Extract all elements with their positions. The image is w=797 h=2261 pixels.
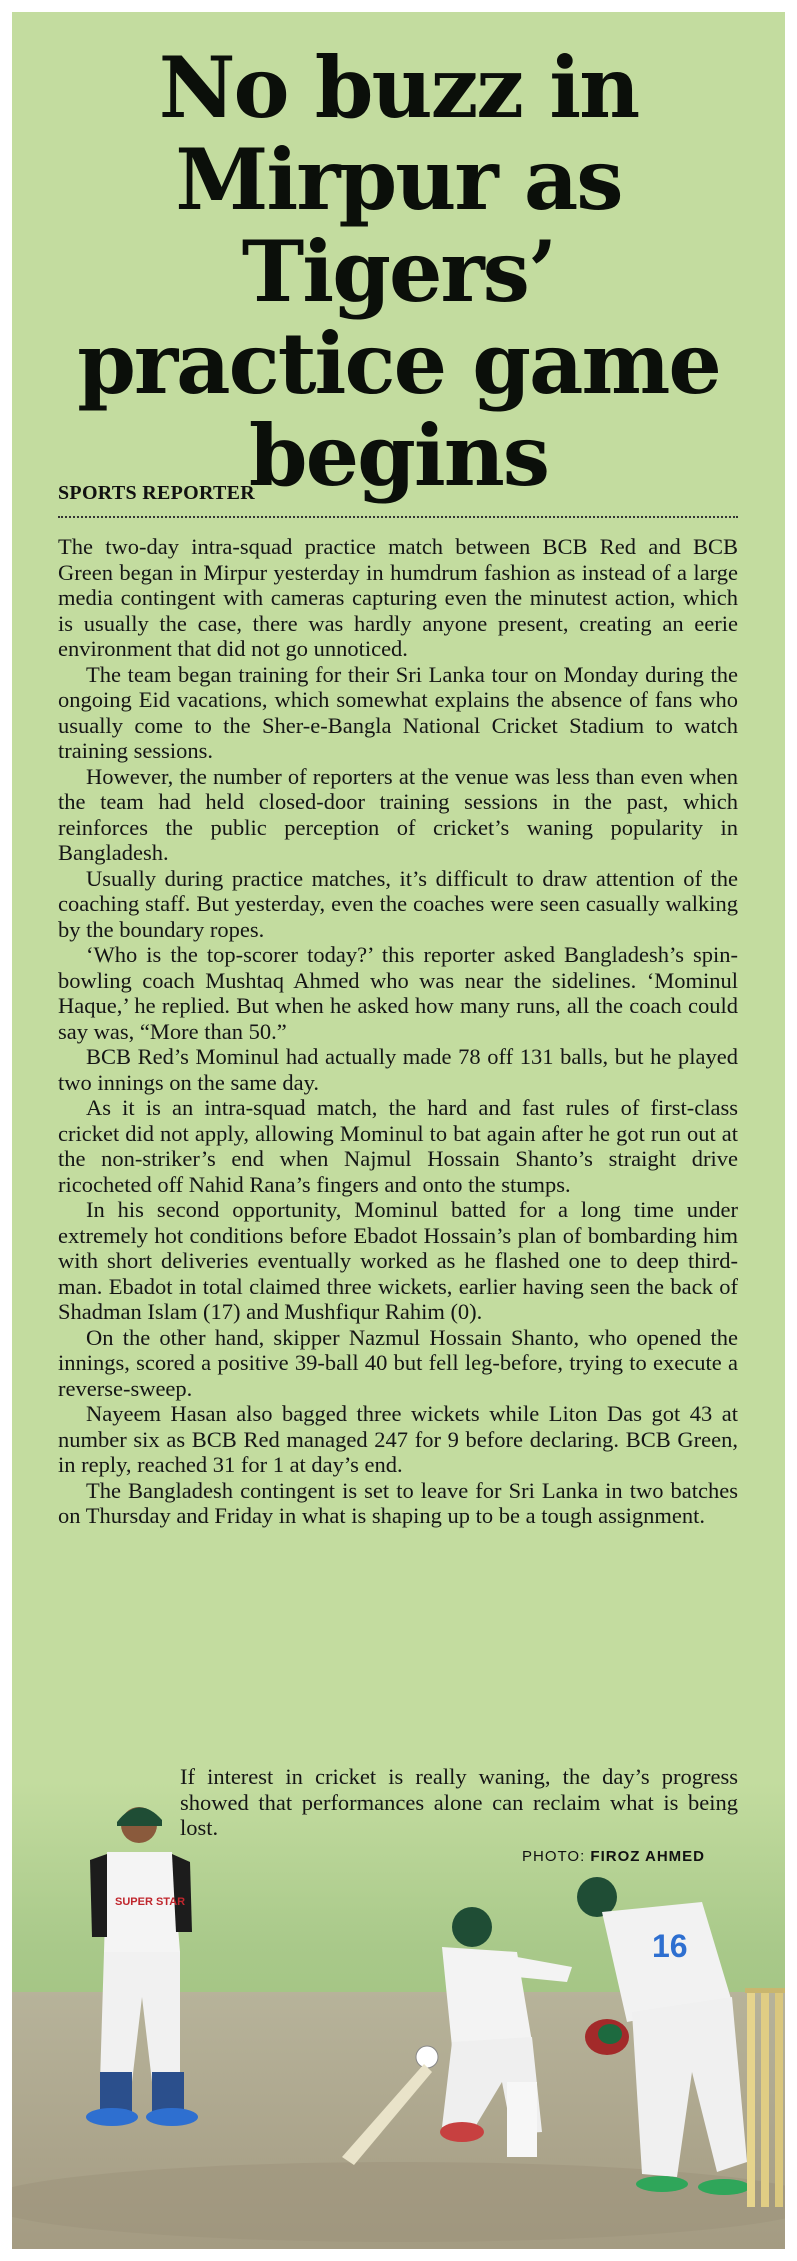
headline: No buzz in Mirpur as Tigers’ practice game begins (77, 38, 720, 505)
closing-paragraph: If interest in cricket is really waning, the day’s progress showed that performances alone can reclaim what is being lost. (180, 1764, 738, 1840)
paragraph: The two-day intra-squad practice match between BCB Red and BCB Green began in Mirpur yesterday in humdrum fashion as instead of a large media contingent with cameras capturing even the minutest action, which is usually the case, there was hardly anyone present, creating an eerie environment that did not go unnoticed. (58, 534, 738, 661)
stumps (745, 1988, 785, 2207)
keeper-shirt-number: 16 (652, 1928, 688, 1964)
newspaper-page (12, 12, 785, 2249)
fielder-shirt-text: SUPER STAR (115, 1896, 186, 1908)
paragraph: ‘Who is the top-scorer today?’ this reporter asked Bangladesh’s spin-bowling coach Mushtaq Ahmed who was near the sidelines. ‘Mominul Haque,’ he replied. But when he asked how many runs, all the coach could say was, “More than 50.” (58, 942, 738, 1044)
paragraph: Nayeem Hasan also bagged three wickets while Liton Das got 43 at number six as BCB Red managed 247 for 9 before declaring. BCB Green, in reply, reached 31 for 1 at day’s end. (58, 1401, 738, 1477)
byline-divider (58, 516, 738, 518)
photo-credit-name: FIROZ AHMED (590, 1848, 706, 1865)
paragraph: BCB Red’s Mominul had actually made 78 off 131 balls, but he played two innings on the same day. (58, 1044, 738, 1095)
paragraph: However, the number of reporters at the venue was less than even when the team had held closed-door training sessions in the past, which reinforces the public perception of cricket’s waning popularity in Bangladesh. (58, 763, 738, 865)
photo-credit (522, 1848, 705, 1865)
paragraph: As it is an intra-squad match, the hard and fast rules of first-class cricket did not apply, allowing Mominul to bat again after he got run out at the non-striker’s end when Najmul Hossain Shanto’s straight drive ricocheted off Nahid Rana’s fingers and onto the stumps. (58, 1095, 738, 1197)
byline: SPORTS REPORTER (58, 482, 256, 504)
photo-credit-label: PHOTO: (522, 1848, 586, 1865)
paragraph: The Bangladesh contingent is set to leave for Sri Lanka in two batches on Thursday and Friday in what is shaping up to be a tough assignment. (58, 1477, 738, 1528)
article-body (58, 534, 738, 1529)
paragraph: In his second opportunity, Mominul batted for a long time under extremely hot conditions before Ebadot Hossain’s plan of bombarding him with short deliveries eventually worked as he flashed one to deep third-man. Ebadot in total claimed three wickets, earlier having seen the back of Shadman Islam (17) and Mushfiqur Rahim (0). (58, 1197, 738, 1324)
paragraph: Usually during practice matches, it’s difficult to draw attention of the coaching staff. But yesterday, even the coaches were seen casually walking by the boundary ropes. (58, 865, 738, 942)
paragraph: On the other hand, skipper Nazmul Hossain Shanto, who opened the innings, scored a positive 39-ball 40 but fell leg-before, trying to execute a reverse-sweep. (58, 1324, 738, 1401)
paragraph: The team began training for their Sri Lanka tour on Monday during the ongoing Eid vacations, which somewhat explains the absence of fans who usually come to the Sher-e-Bangla National Cricket Stadium to watch training sessions. (58, 661, 738, 763)
